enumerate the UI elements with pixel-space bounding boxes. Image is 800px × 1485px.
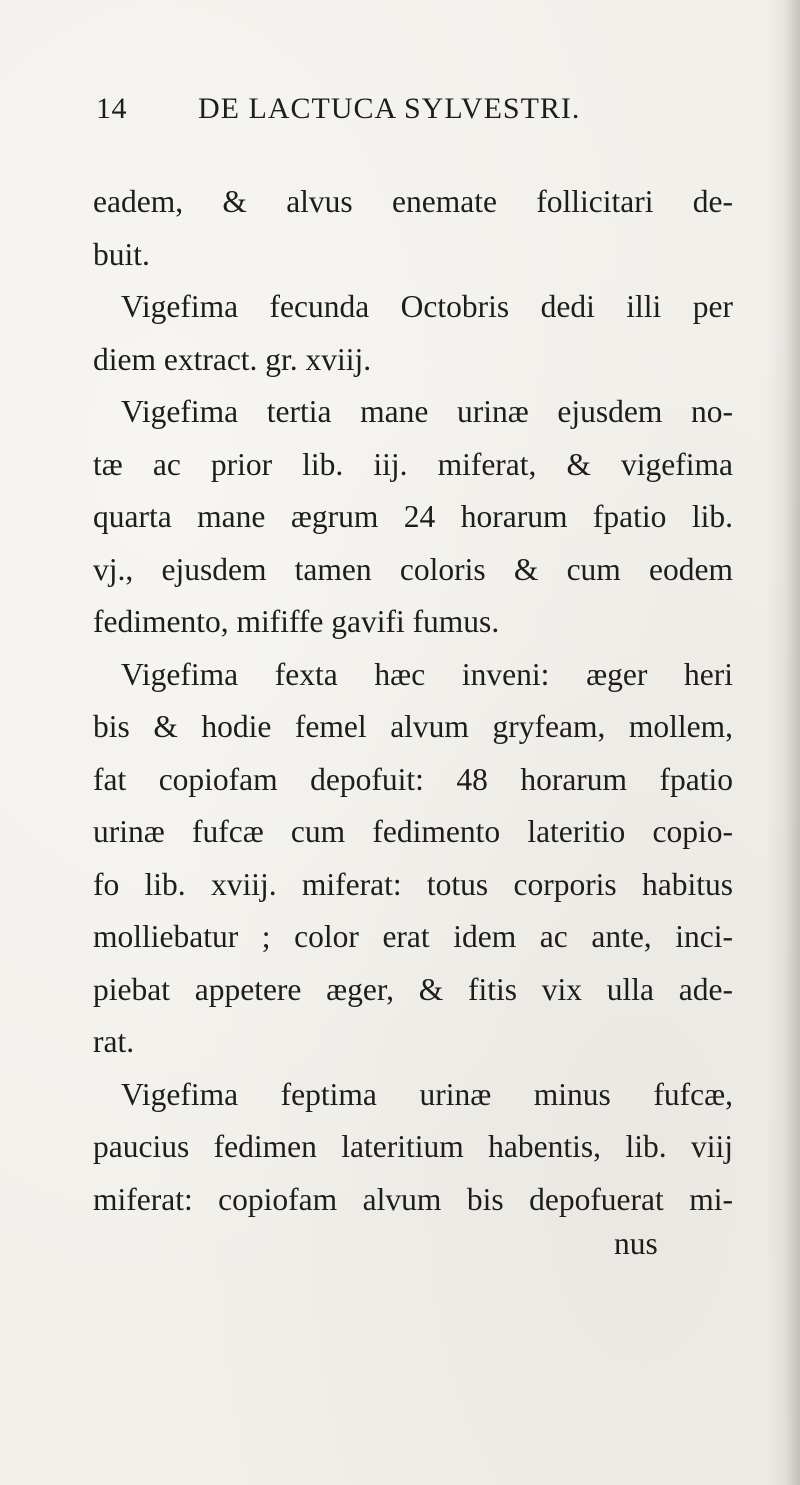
text-line: fedimento, mififfe gavifi fumus.	[93, 604, 500, 639]
text-line: buit.	[93, 236, 150, 272]
text-line: molliebatur ; color erat idem ac ante, inci-	[93, 919, 733, 954]
page-edge-shadow	[766, 0, 800, 1485]
text-line: bis & hodie femel alvum gryfeam, mollem,	[93, 709, 733, 744]
text-line: fat copiofam depofuit: 48 horarum fpatio	[93, 761, 733, 797]
text-line: paucius fedimen lateritium habentis, lib. viij	[93, 1129, 733, 1164]
catchword: nus	[614, 1226, 658, 1261]
text-line: Vigefima fexta hæc inveni: æger heri	[121, 656, 733, 692]
text-line: Vigefima tertia mane urinæ ejusdem no-	[121, 394, 733, 429]
text-line: eadem, & alvus enemate follicitari de-	[93, 184, 733, 219]
text-line: vj., ejusdem tamen coloris & cum eodem	[93, 551, 733, 587]
text-line: piebat appetere æger, & fitis vix ulla ade-	[93, 971, 733, 1007]
body-text	[93, 176, 733, 1226]
text-line: tæ ac prior lib. iij. miferat, & vigefima	[93, 446, 733, 482]
text-line: quarta mane ægrum 24 horarum fpatio lib.	[93, 499, 733, 534]
running-title: DE LACTUCA SYLVESTRI.	[198, 92, 581, 125]
text-line: diem extract. gr. xviij.	[93, 341, 372, 377]
text-line: fo lib. xviij. miferat: totus corporis habitus	[93, 866, 733, 902]
text-line: Vigefima fecunda Octobris dedi illi per	[121, 289, 733, 324]
text-line: urinæ fufcæ cum fedimento lateritio copio-	[93, 814, 733, 849]
text-line: rat.	[93, 1024, 135, 1059]
text-line: miferat: copiofam alvum bis depofuerat mi-	[93, 1181, 733, 1217]
page-number: 14	[96, 92, 127, 125]
text-line: Vigefima feptima urinæ minus fufcæ,	[121, 1076, 733, 1112]
